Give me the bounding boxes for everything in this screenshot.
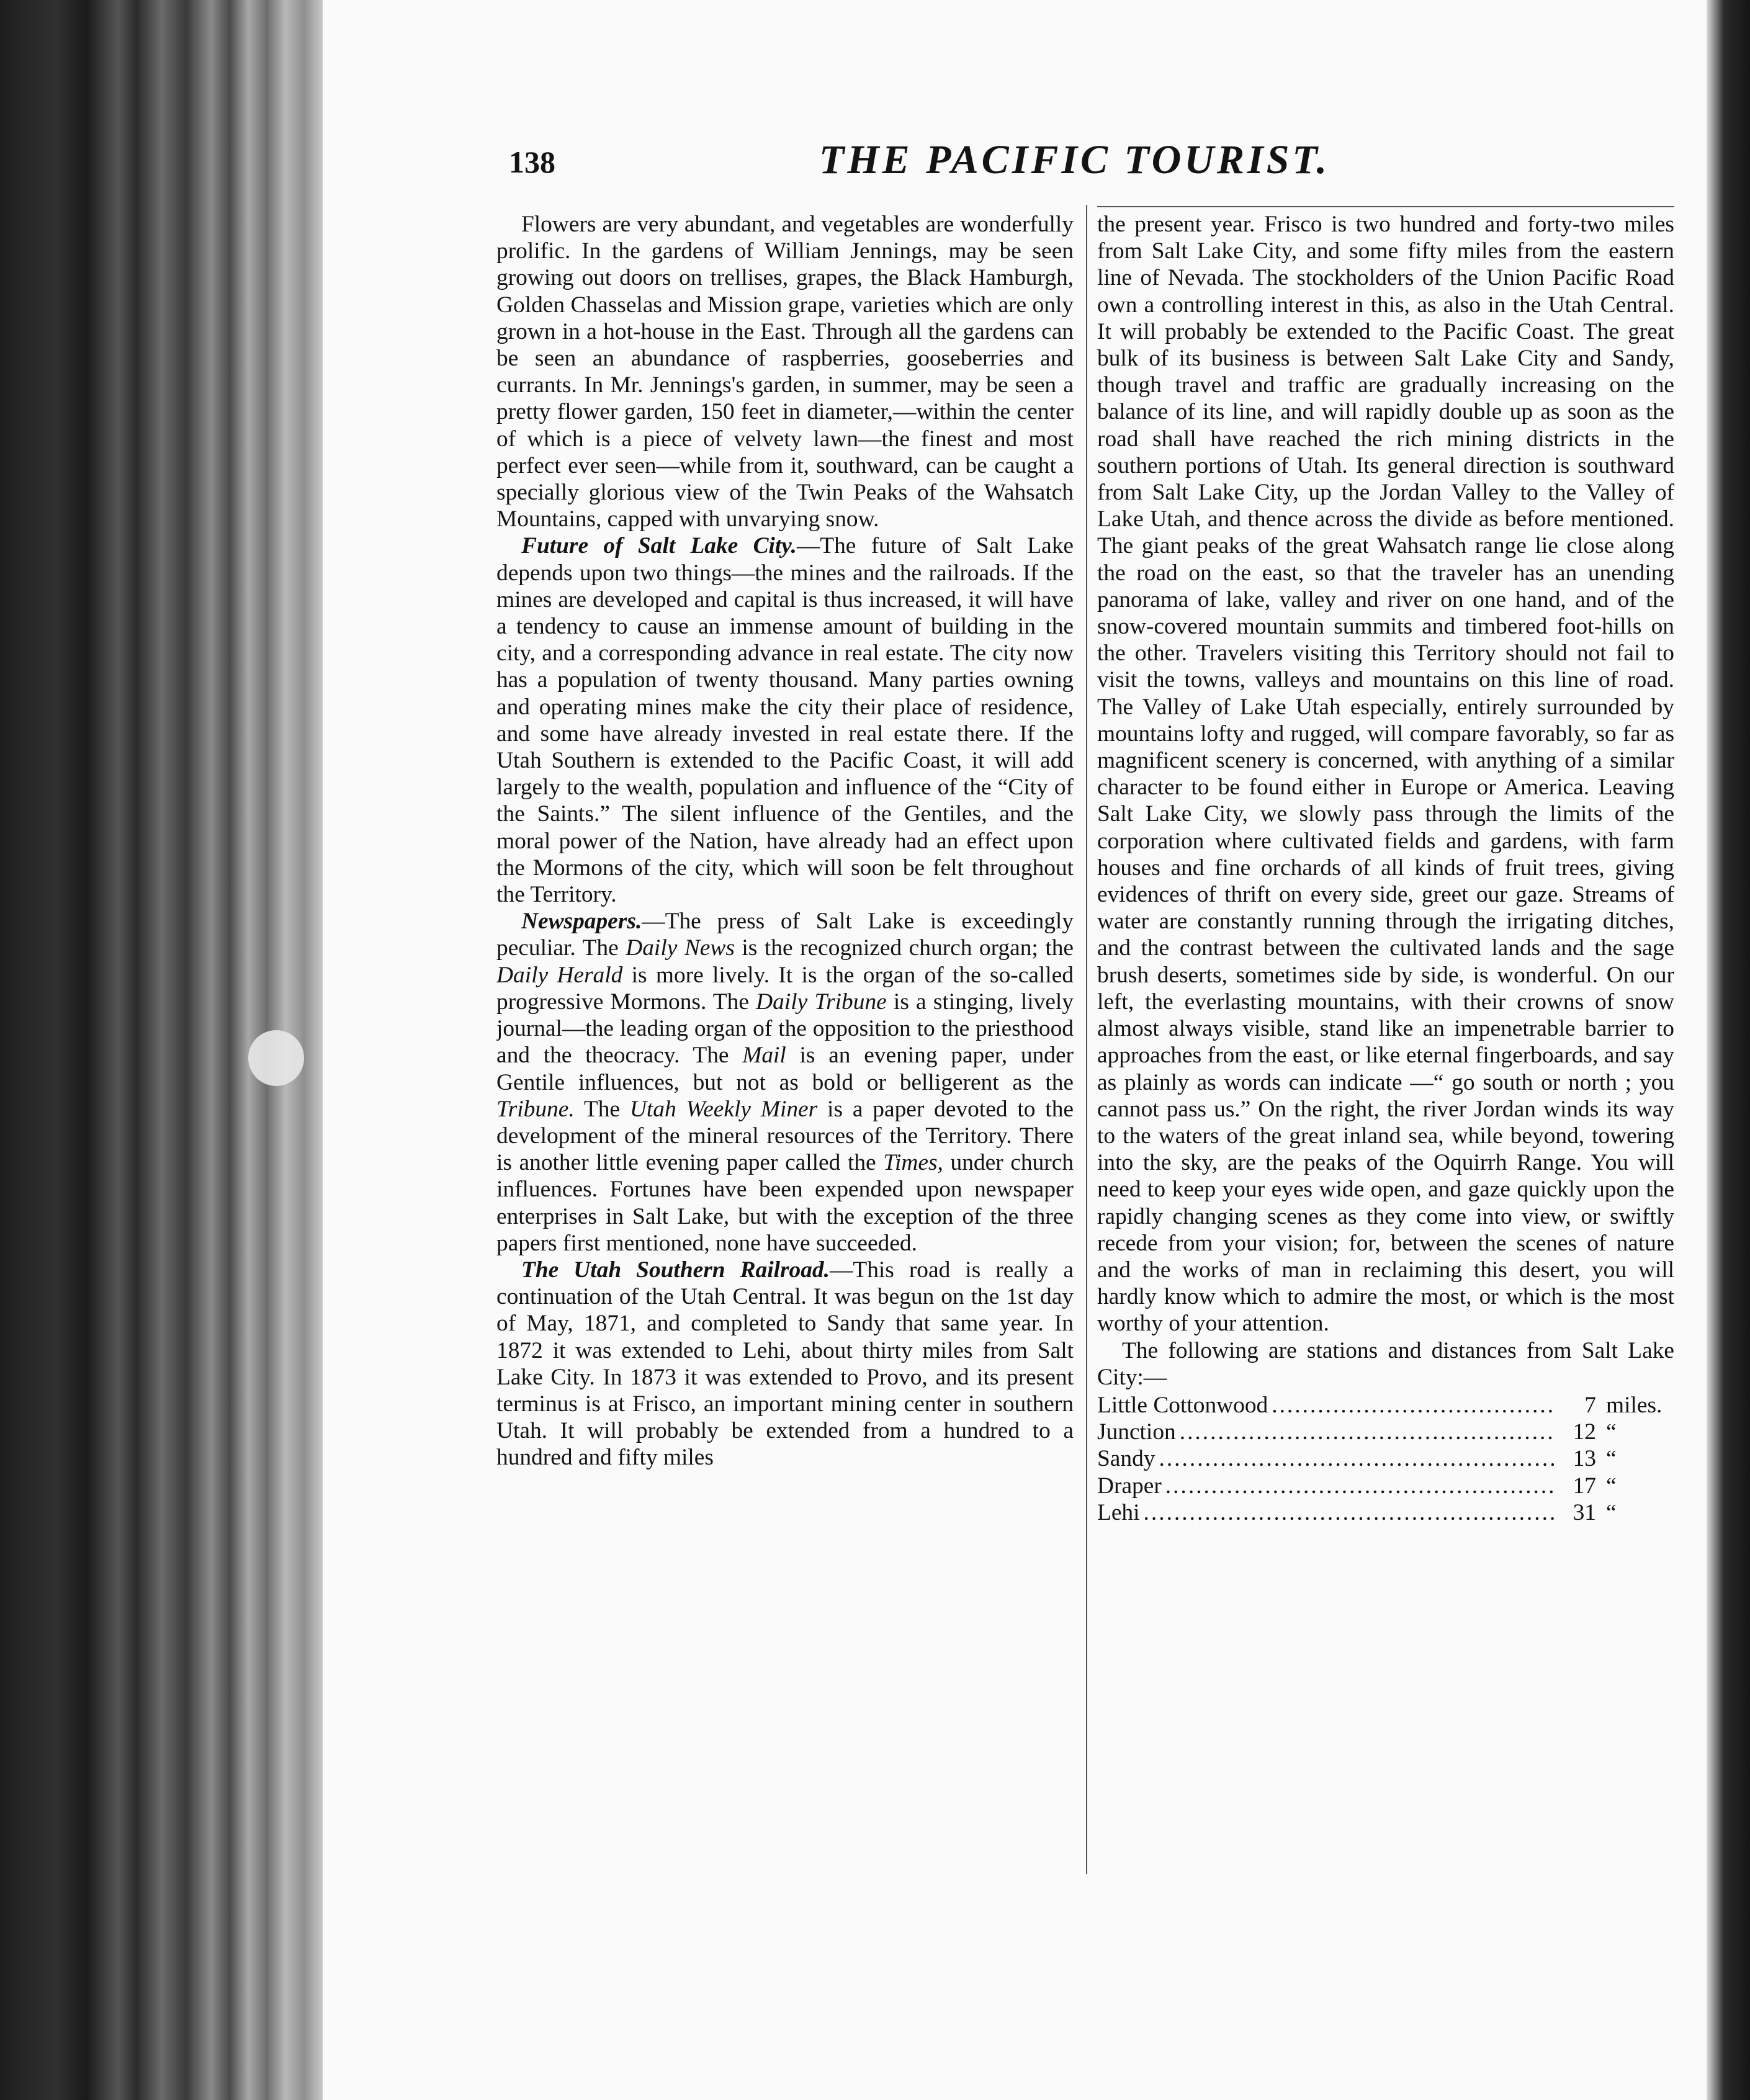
running-title: THE PACIFIC TOURIST. xyxy=(819,137,1330,182)
station-distance: 7 xyxy=(1584,1392,1596,1418)
leader-dots xyxy=(1180,1419,1555,1445)
text-run: is an evening paper, under Gentile influences, but not as bold or belligerent as the xyxy=(496,1043,1074,1095)
text-run: under church influences. Fortunes have been expended upon newspaper enterprises in Salt Lake, but with the exception of the three papers first mentioned, none have succeeded. xyxy=(496,1150,1074,1256)
paragraph-utah-southern-text: —This road is really a continuation of the Utah Central. It was begun on the 1st day of May, 1871, and completed to Sandy that same year. In 1872 it was extended to Lehi, about thirty miles from Salt Lake City. In 1873 it was extended to Provo, and its present terminus is at Frisco, an important mining center in southern Utah. It will probably be extended from a hundred to a hundred and fifty miles xyxy=(496,1257,1074,1471)
station-distance: 13 xyxy=(1573,1446,1596,1472)
title-utah-weekly-miner: Utah Weekly Miner xyxy=(629,1096,818,1122)
station-list xyxy=(1097,1392,1674,1526)
station-name: Junction xyxy=(1097,1419,1176,1445)
station-distance: 17 xyxy=(1573,1473,1596,1499)
title-daily-tribune: Daily Tribune xyxy=(756,989,887,1015)
title-daily-news: Daily News xyxy=(626,935,735,961)
left-column xyxy=(496,211,1074,1874)
leader-dots xyxy=(1272,1392,1555,1419)
text-run: is a paper devoted to the development of the mineral resources of the Territory. There is another little evening paper called the xyxy=(496,1096,1074,1176)
leader-dots xyxy=(1144,1499,1555,1526)
heading-newspapers: Newspapers. xyxy=(521,909,642,935)
station-unit: “ xyxy=(1606,1473,1617,1499)
right-column xyxy=(1097,211,1674,1874)
heading-utah-southern: The Utah Southern Railroad. xyxy=(521,1257,830,1283)
station-unit: “ xyxy=(1606,1499,1617,1525)
heading-future: Future of Salt Lake City. xyxy=(521,533,797,559)
title-daily-herald: Daily Herald xyxy=(496,962,623,988)
paragraph-continuation: the present year. Frisco is two hundred and forty-two miles from Salt Lake City, and some fifty miles from the eastern line of Nevada. The stockholders of the Union Pacific Road own a controlling interest in this, as also in the Utah Central. It will probably be extended to the Pacific Coast. The great bulk of its business is between Salt Lake City and Sandy, though travel and traffic are gradually increasing on the balance of its line, and will rapidly double up as soon as the road shall have reached the rich mining districts in the southern portions of Utah. Its general direction is southward from Salt Lake City, up the Jordan Valley to the Valley of Lake Utah, and thence across the divide as before mentioned. The giant peaks of the great Wahsatch range lie close along the road on the east, so that the traveler has an unending panorama of lake, valley and river on one hand, and of the snow-covered mountain summits and timbered foot-hills on the other. Travelers visiting this Territory should not fail to visit the towns, valleys and mountains on this line of road. The Valley of Lake Utah especially, entirely surrounded by mountains lofty and rugged, will compare favorably, so far as magnificent scenery is concerned, with anything of a similar character to be found either in Europe or America. Leaving Salt Lake City, we slowly pass through the limits of the corporation where cultivated fields and gardens, with farm houses and fine orchards of all kinds of fruit trees, giving evidences of thrift on every side, greet our gaze. Streams of water are constantly running through the irrigating ditches, and the contrast between the cultivated lands and the sage brush deserts, sometimes side by side, is wonderful. On our left, the everlasting mountains, with their crowns of snow almost always visible, stand like an impenetrable barrier to approaches from the east, or like eternal fingerboards, and say as plainly as words can indicate —“ go south or north ; you cannot pass us.” On the right, the river Jordan winds its way to the waters of the great inland sea, while beyond, towering into the sky, are the peaks of the Oquirrh Range. You will need to keep your eyes wide open, and gaze quickly upon the rapidly changing scenes as they come into view, or swiftly recede from your vision; for, between the scenes of nature and the works of man in reclaiming this desert, you will hardly know which to admire the most, or which is the most worthy of your attention. xyxy=(1097,212,1674,1337)
paragraph-stations-intro: The following are stations and distances from Salt Lake City:— xyxy=(1097,1337,1674,1390)
text-run: The xyxy=(574,1096,630,1122)
leader-dots xyxy=(1159,1445,1555,1472)
station-row xyxy=(1097,1445,1674,1472)
title-tribune: Tribune. xyxy=(496,1096,575,1122)
text-run: is the recognized church organ; the xyxy=(734,935,1074,961)
leader-dots xyxy=(1165,1473,1555,1499)
station-unit: miles. xyxy=(1606,1392,1662,1418)
column-divider xyxy=(1086,205,1087,1874)
page-edge xyxy=(1707,0,1750,2100)
station-row xyxy=(1097,1499,1674,1526)
station-name: Draper xyxy=(1097,1473,1162,1499)
paragraph-future xyxy=(496,532,1074,908)
top-rule xyxy=(1097,206,1674,207)
paragraph-utah-southern xyxy=(496,1257,1074,1471)
station-name: Lehi xyxy=(1097,1499,1140,1525)
station-name: Sandy xyxy=(1097,1446,1155,1472)
station-distance: 12 xyxy=(1573,1419,1596,1445)
text-run: is more lively. It is the organ of the so-called progressive Mormons. The xyxy=(496,962,1074,1015)
title-mail: Mail xyxy=(742,1043,786,1069)
page-number: 138 xyxy=(509,145,555,179)
station-row xyxy=(1097,1473,1674,1499)
page-header xyxy=(472,137,1700,192)
paper-stain xyxy=(248,1030,304,1086)
station-name: Little Cottonwood xyxy=(1097,1392,1268,1418)
paragraph-newspapers xyxy=(496,908,1074,1257)
paragraph-future-text: —The future of Salt Lake depends upon two things—the mines and the railroads. If the mines are developed and capital is thus increased, it will have a tendency to cause an immense amount of building in the city, and a corresponding advance in real estate. The city now has a population of twenty thousand. Many parties owning and operating mines make the city their place of residence, and some have already invested in real estate there. If the Utah Southern is extended to the Pacific Coast, it will add largely to the wealth, population and influence of the “City of the Saints.” The silent influence of the Gentiles, and the moral power of the Nation, have already had an effect upon the Mormons of the city, which will soon be felt throughout the Territory. xyxy=(496,533,1074,908)
text-run: is a stinging, lively journal—the leading organ of the opposition to the priesthood and the theocracy. The xyxy=(496,989,1074,1069)
station-row xyxy=(1097,1419,1674,1445)
paragraph-flowers: Flowers are very abundant, and vegetables are wonderfully prolific. In the gardens of William Jennings, may be seen growing out doors on trellises, grapes, the Black Hamburgh, Golden Chasselas and Mission grape, varieties which are only grown in a hot-house in the East. Through all the gardens can be seen an abundance of raspberries, gooseberries and currants. In Mr. Jennings's garden, in summer, may be seen a pretty flower garden, 150 feet in diameter,—within the center of which is a piece of velvety lawn—the finest and most perfect ever seen—while from it, southward, can be caught a specially glorious view of the Twin Peaks of the Wahsatch Mountains, capped with unvarying snow. xyxy=(496,212,1074,532)
station-unit: “ xyxy=(1606,1419,1617,1445)
station-row xyxy=(1097,1392,1674,1419)
title-times: Times, xyxy=(883,1150,943,1176)
text-run: —The press of Salt Lake is exceedingly peculiar. The xyxy=(496,909,1074,961)
station-distance: 31 xyxy=(1573,1499,1596,1525)
station-unit: “ xyxy=(1606,1446,1617,1472)
